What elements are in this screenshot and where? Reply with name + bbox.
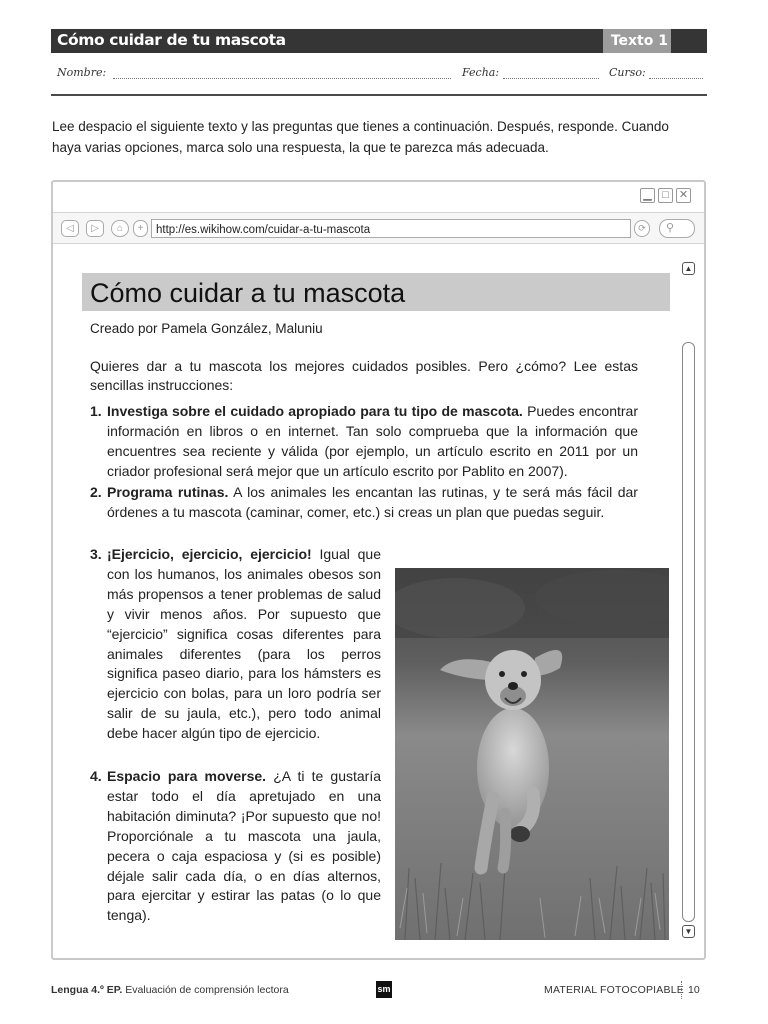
list-item [90, 483, 638, 523]
minimize-icon[interactable]: ▁ [640, 188, 655, 203]
item-text: ¿A ti te gustaría estar todo el día apretujado en una habitación diminuta? ¡Por supuesto que no! Proporciónale a tu mascota una jaula, pecera o caja espaciosa y (si es posible) déjale salir cada día, o en días alternos, para ejercitar y estirar las patas (o lo que tenga). [107, 768, 382, 924]
url-input[interactable] [152, 222, 630, 239]
browser-window [51, 180, 706, 960]
publisher-logo: sm [376, 981, 392, 998]
item-number: 2. [90, 484, 102, 500]
item-number: 1. [90, 403, 102, 419]
article-title: Cómo cuidar a tu mascota [90, 278, 406, 308]
text-number-tag: Texto 1 [603, 29, 671, 53]
worksheet-title: Cómo cuidar de tu mascota [57, 31, 286, 49]
scrollbar-thumb[interactable] [682, 342, 695, 922]
article-title-banner [82, 273, 670, 311]
instructions: Lee despacio el siguiente texto y las preguntas que tienes a continuación. Después, responde. Cuando haya varias opciones, marca solo una respuesta, la que te parezca más adecuada. [52, 119, 669, 155]
list-item [90, 545, 381, 744]
list-item [90, 402, 638, 482]
forward-arrow-icon[interactable]: ▷ [86, 220, 104, 237]
name-line[interactable] [113, 78, 451, 79]
dog-photo [395, 568, 669, 940]
address-bar[interactable] [151, 219, 631, 238]
course-label: Curso: [609, 66, 646, 79]
scroll-up-icon[interactable]: ▲ [682, 262, 695, 275]
course-line[interactable] [649, 78, 703, 79]
footer-subject: Lengua 4.º EP. [51, 984, 123, 996]
date-line[interactable] [503, 78, 599, 79]
name-label: Nombre: [57, 66, 107, 79]
item-text: Igual que con los humanos, los animales obesos son más propensos a tener problemas de salud y vivir menos años. Por supuesto que “ejercicio” significa cosas diferentes para animales diferentes (para los perros significa paseo diario, para los hámsters es ejercicio con bolas, para un loro podría ser salir de su jaula, etc.), pero todo animal debe hacer algún tipo de ejercicio. [107, 546, 381, 742]
add-tab-icon[interactable]: + [133, 220, 148, 237]
search-icon[interactable]: ⚲ [659, 219, 695, 238]
article-intro: Quieres dar a tu mascota los mejores cuidados posibles. Pero ¿cómo? Lee estas sencillas instrucciones: [90, 358, 638, 393]
item-lead: Programa rutinas. [107, 484, 229, 500]
student-info-row [51, 60, 707, 96]
item-text: Puedes encontrar información en libros o en internet. Tan solo comprueba que la información que encuentres sea reciente y válida (por ejemplo, un artículo escrito en 2011 por un criador profesional será mejor que un artículo escrito por Pablito en 2007). [107, 403, 638, 479]
close-icon[interactable]: ✕ [676, 188, 691, 203]
browser-toolbar [53, 212, 704, 244]
footer-separator [681, 981, 682, 999]
item-number: 4. [90, 768, 102, 784]
running-puppy-image [395, 568, 669, 940]
item-lead: Espacio para moverse. [107, 768, 267, 784]
refresh-icon[interactable]: ⟳ [634, 220, 650, 237]
footer [51, 981, 707, 1001]
item-lead: Investiga sobre el cuidado apropiado para tu tipo de mascota. [107, 403, 523, 419]
photocopy-notice: MATERIAL FOTOCOPIABLE [544, 984, 684, 996]
item-lead: ¡Ejercicio, ejercicio, ejercicio! [107, 546, 312, 562]
list-item [90, 767, 381, 926]
worksheet-title-bar [51, 29, 707, 53]
back-arrow-icon[interactable]: ◁ [61, 220, 79, 237]
maximize-icon[interactable]: □ [658, 188, 673, 203]
article-byline: Creado por Pamela González, Maluniu [90, 321, 323, 336]
scroll-down-icon[interactable]: ▼ [682, 925, 695, 938]
date-label: Fecha: [462, 66, 500, 79]
home-icon[interactable]: ⌂ [111, 220, 129, 237]
page-number: 10 [688, 984, 700, 996]
vertical-scrollbar[interactable] [682, 262, 695, 942]
item-text: A los animales les encantan las rutinas, y te será más fácil dar órdenes a tu mascota (caminar, comer, etc.) si creas un plan que puedas seguir. [107, 484, 638, 520]
item-number: 3. [90, 546, 102, 562]
footer-subtitle: Evaluación de comprensión lectora [125, 984, 289, 996]
